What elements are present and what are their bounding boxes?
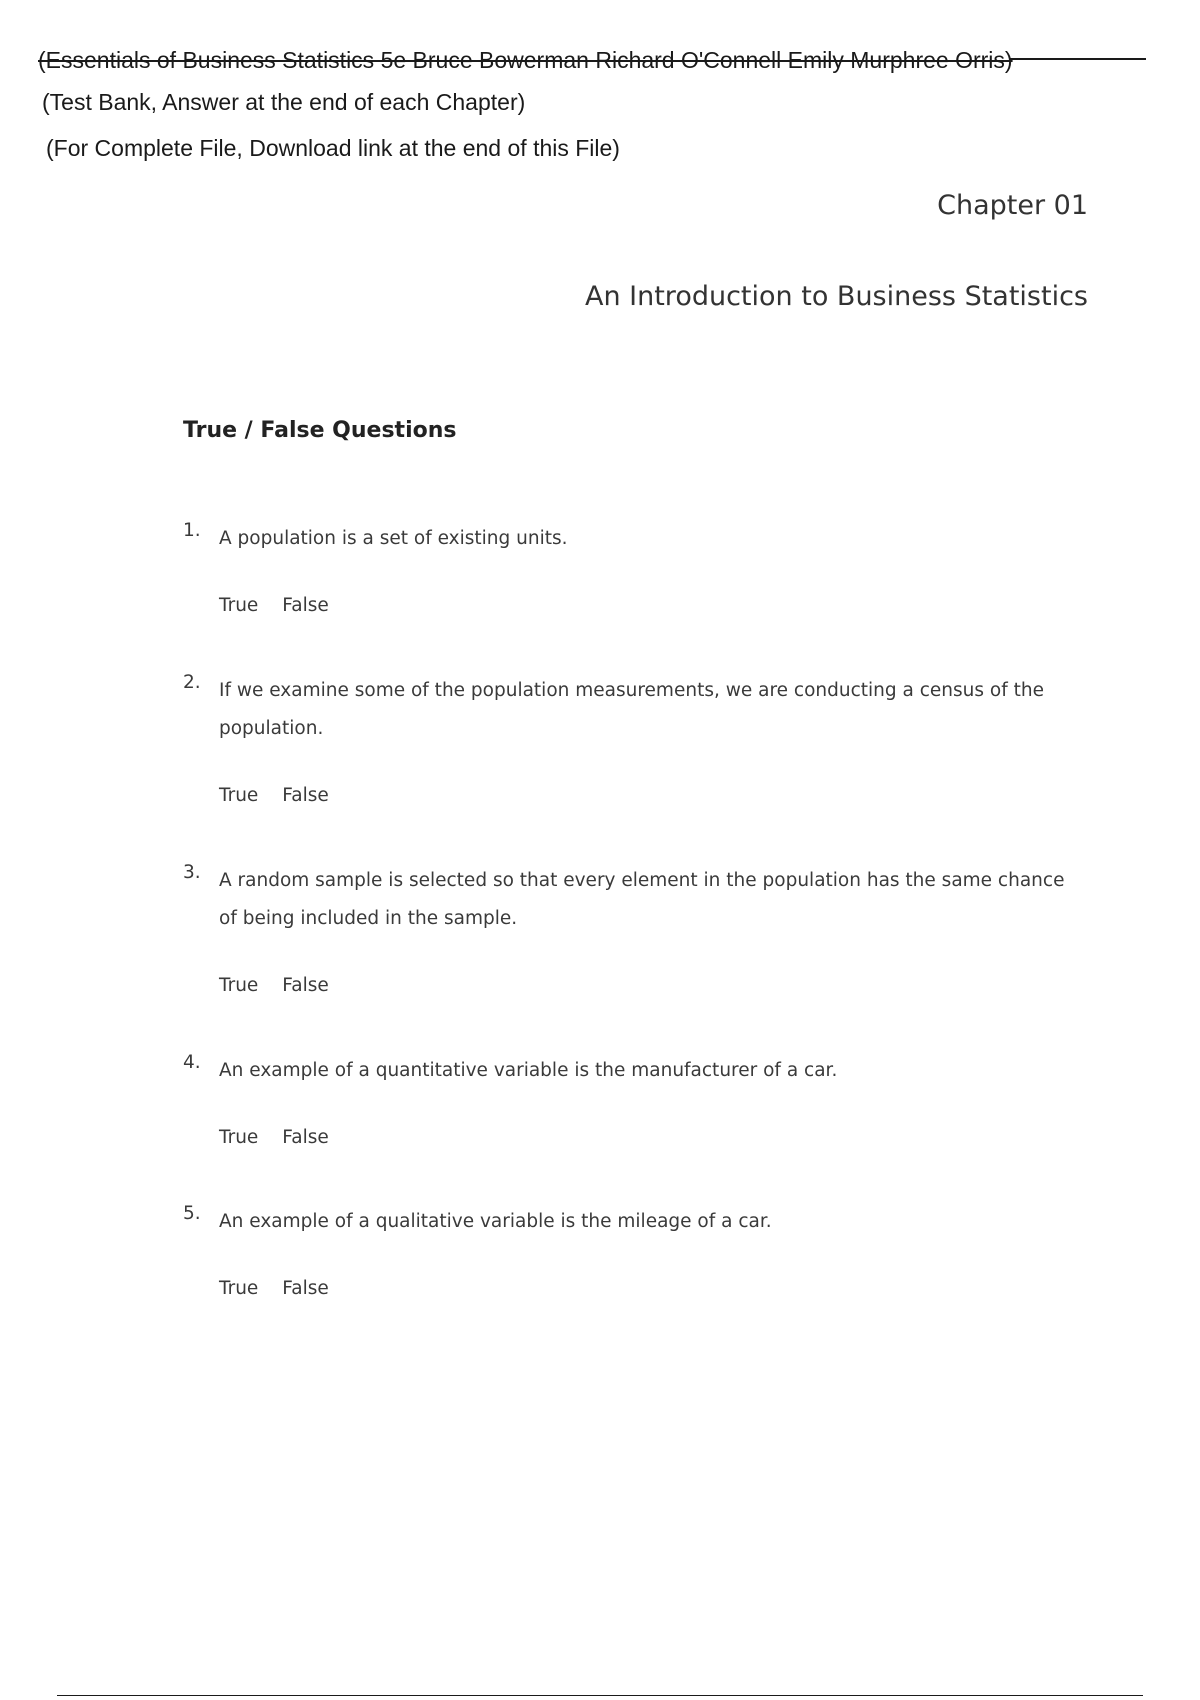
question-item: [183, 1203, 1083, 1299]
chapter-title: An Introduction to Business Statistics: [584, 281, 1088, 312]
question-number: 3.: [183, 862, 201, 883]
section-heading: True / False Questions: [183, 418, 457, 443]
header-test-bank-note: (Test Bank, Answer at the end of each Chapter): [42, 89, 526, 115]
answer-options: [219, 1127, 1083, 1148]
answer-options: [219, 595, 1083, 616]
option-true: True: [219, 595, 259, 616]
option-true: True: [219, 1127, 259, 1148]
option-false: False: [282, 1278, 329, 1299]
question-number: 5.: [183, 1203, 201, 1224]
question-item: [183, 862, 1083, 996]
question-number: 4.: [183, 1052, 201, 1073]
question-number: 2.: [183, 672, 201, 693]
question-item: [183, 1052, 1083, 1148]
option-true: True: [219, 975, 259, 996]
option-false: False: [282, 1127, 329, 1148]
question-text: A random sample is selected so that every element in the population has the same chance of being included in the sample.: [219, 870, 1065, 929]
option-false: False: [282, 595, 329, 616]
footer-rule: [57, 1695, 1143, 1696]
question-text: If we examine some of the population measurements, we are conducting a census of the population.: [219, 680, 1044, 739]
header-book-title: (Essentials of Business Statistics 5e Bruce Bowerman Richard O'Connell Emily Murphree Orris): [38, 47, 1013, 73]
header-download-note: (For Complete File, Download link at the end of this File): [46, 135, 620, 161]
question-text: An example of a quantitative variable is the manufacturer of a car.: [219, 1060, 838, 1081]
option-false: False: [282, 785, 329, 806]
answer-options: [219, 975, 1083, 996]
option-true: True: [219, 1278, 259, 1299]
answer-options: [219, 1278, 1083, 1299]
chapter-number: Chapter 01: [937, 190, 1088, 221]
question-number: 1.: [183, 520, 201, 541]
answer-options: [219, 785, 1083, 806]
header-rule: [1010, 58, 1146, 60]
question-text: An example of a qualitative variable is the mileage of a car.: [219, 1211, 772, 1232]
option-true: True: [219, 785, 259, 806]
option-false: False: [282, 975, 329, 996]
question-item: [183, 520, 1083, 616]
question-text: A population is a set of existing units.: [219, 528, 568, 549]
question-item: [183, 672, 1083, 806]
